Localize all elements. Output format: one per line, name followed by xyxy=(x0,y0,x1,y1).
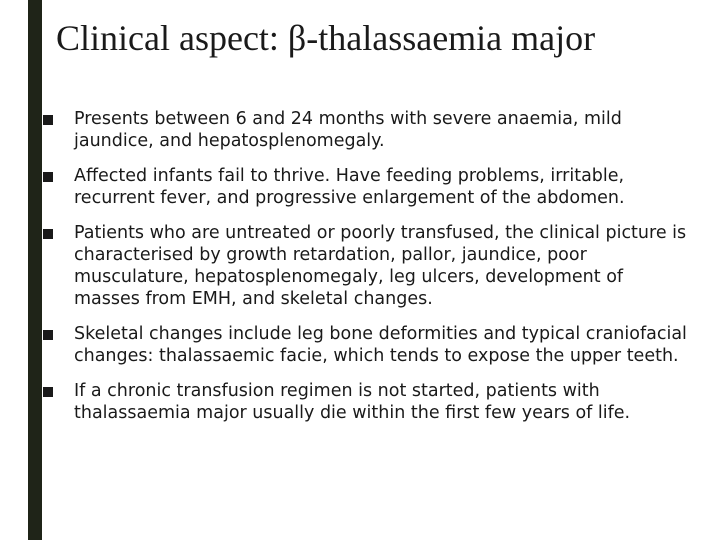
square-bullet-icon xyxy=(43,330,53,340)
bullet-item xyxy=(40,222,690,310)
bullet-text: If a chronic transfusion regimen is not started, patients with thalassaemia major usually die within the first few years of life. xyxy=(74,381,631,423)
square-bullet-icon xyxy=(43,115,53,125)
bullet-item xyxy=(40,323,690,367)
bullet-text: Skeletal changes include leg bone deformities and typical craniofacial changes: thalassaemic facie, which tends to expose the upper teeth. xyxy=(74,324,687,366)
bullet-text: Presents between 6 and 24 months with severe anaemia, mild jaundice, and hepatosplenomegaly. xyxy=(74,109,622,151)
square-bullet-icon xyxy=(43,229,53,239)
bullet-text: Patients who are untreated or poorly transfused, the clinical picture is characterised by growth retardation, pallor, jaundice, poor musculature, hepatosplenomegaly, leg ulcers, development of masses from EMH, and skeletal changes. xyxy=(74,223,687,309)
square-bullet-icon xyxy=(43,172,53,182)
bullet-list xyxy=(40,108,690,437)
square-bullet-icon xyxy=(43,387,53,397)
bullet-text: Affected infants fail to thrive. Have feeding problems, irritable, recurrent fever, and progressive enlargement of the abdomen. xyxy=(74,166,625,208)
bullet-item xyxy=(40,165,690,209)
bullet-item xyxy=(40,380,690,424)
slide-title: Clinical aspect: β-thalassaemia major xyxy=(56,18,596,58)
bullet-item xyxy=(40,108,690,152)
